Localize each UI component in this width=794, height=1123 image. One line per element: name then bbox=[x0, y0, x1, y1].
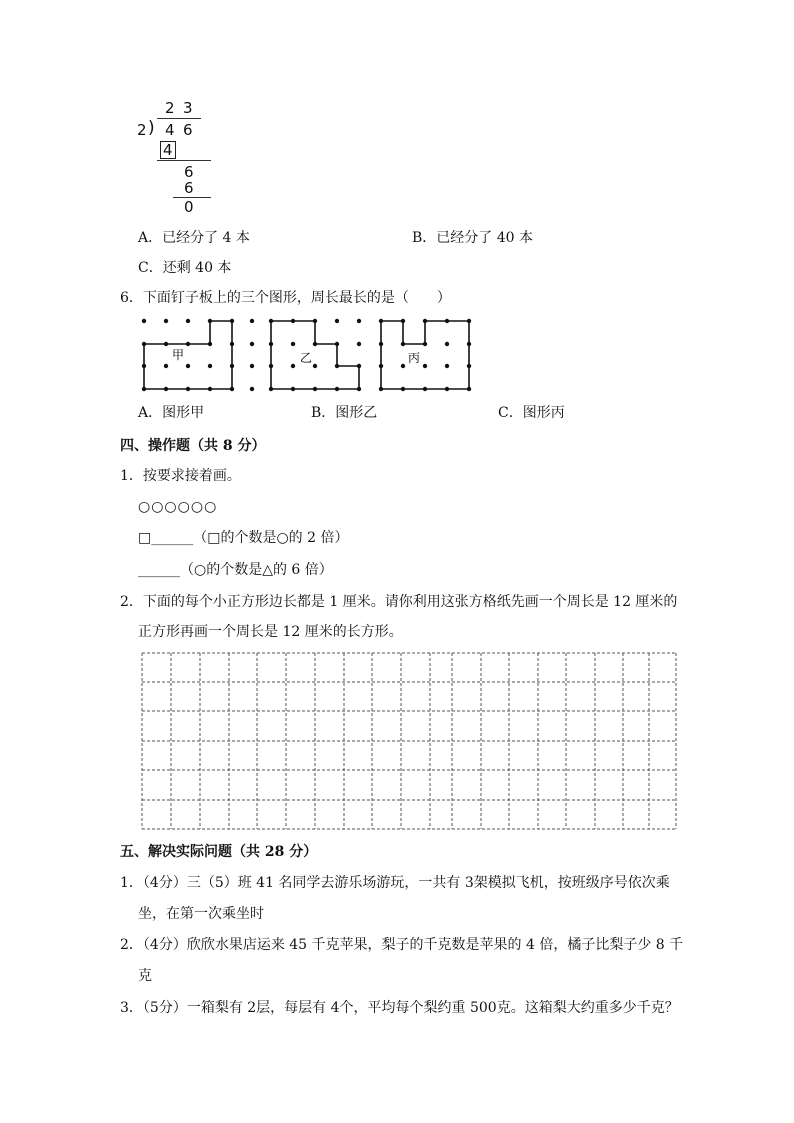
division-bracket: ) bbox=[148, 118, 155, 138]
board-jia-dots bbox=[142, 319, 234, 391]
section-5-q1-line2: 坐，在第一次乘坐时 bbox=[138, 906, 264, 922]
division-line bbox=[157, 160, 211, 161]
section-5-q2-line1: 2．（4分）欣欣水果店运来 45 千克苹果，梨子的千克数是苹果的 4 倍，橘子比梨子少 8 千 bbox=[120, 937, 684, 953]
answer-blank[interactable]: ______ bbox=[151, 530, 194, 546]
figure-bing-outline bbox=[381, 321, 469, 389]
option-b: B．已经分了 40 本 bbox=[412, 230, 534, 246]
section-4-q2-line2: 正方形再画一个周长是 12 厘米的长方形。 bbox=[138, 624, 403, 640]
square-symbol: □ bbox=[138, 530, 152, 546]
question-6-stem: 6．下面钉子板上的三个图形，周长最长的是（ ） bbox=[120, 290, 451, 306]
figure-jia-outline bbox=[144, 321, 232, 389]
figure-jia-label: 甲 bbox=[172, 348, 185, 362]
quotient-digit: 2 bbox=[165, 99, 175, 117]
section-5-q1-line1: 1．（4分）三（5）班 41 名同学去游乐场游玩，一共有 3架模拟飞机，按班级序号依次乘 bbox=[120, 875, 670, 891]
dividend-digit: 6 bbox=[183, 121, 193, 139]
division-bar bbox=[157, 118, 201, 119]
divisor: 2 bbox=[137, 121, 147, 139]
remainder-digit: 0 bbox=[184, 198, 194, 216]
circle-row: ○○○○○○ bbox=[138, 499, 218, 515]
figure-yi-outline bbox=[271, 321, 359, 389]
boxed-step-digit: 4 bbox=[160, 141, 176, 159]
option-c: C．还剩 40 本 bbox=[138, 260, 232, 276]
section-5-title: 五、解决实际问题（共 28 分） bbox=[120, 844, 318, 860]
figure-bing-label: 丙 bbox=[408, 351, 421, 365]
triangle-line bbox=[138, 560, 333, 580]
q6-option-a: A．图形甲 bbox=[138, 405, 205, 421]
square-line bbox=[138, 528, 349, 548]
section-5-q3-line1: 3．（5分）一箱梨有 2层，每层有 4个，平均每个梨约重 500克。这箱梨大约重多少千克？ bbox=[120, 1000, 679, 1016]
dividend-digit: 4 bbox=[165, 121, 175, 139]
q6-option-c: C．图形丙 bbox=[498, 405, 565, 421]
section-4-title: 四、操作题（共 8 分） bbox=[120, 438, 266, 454]
board-separator-dots bbox=[250, 319, 254, 391]
long-division-figure bbox=[135, 98, 215, 216]
figure-yi-label: 乙 bbox=[300, 351, 313, 365]
quotient-digit: 3 bbox=[183, 99, 193, 117]
triangle-note: （○的个数是△的 6 倍） bbox=[180, 562, 333, 578]
square-note: （□的个数是○的 2 倍） bbox=[193, 530, 349, 546]
answer-blank[interactable]: ______ bbox=[138, 562, 180, 578]
step-digit: 6 bbox=[184, 179, 194, 197]
option-a: A．已经分了 4 本 bbox=[138, 230, 250, 246]
section-4-q1-stem: 1．按要求接着画。 bbox=[120, 468, 241, 484]
section-4-q2-line1: 2．下面的每个小正方形边长都是 1 厘米。请你利用这张方格纸先画一个周长是 12 厘米的 bbox=[120, 594, 678, 610]
grid-paper[interactable] bbox=[140, 651, 678, 833]
nail-board-figures bbox=[136, 314, 481, 396]
step-digit: 6 bbox=[184, 163, 194, 181]
q6-option-b: B．图形乙 bbox=[311, 405, 378, 421]
section-5-q2-line2: 克 bbox=[138, 968, 152, 984]
